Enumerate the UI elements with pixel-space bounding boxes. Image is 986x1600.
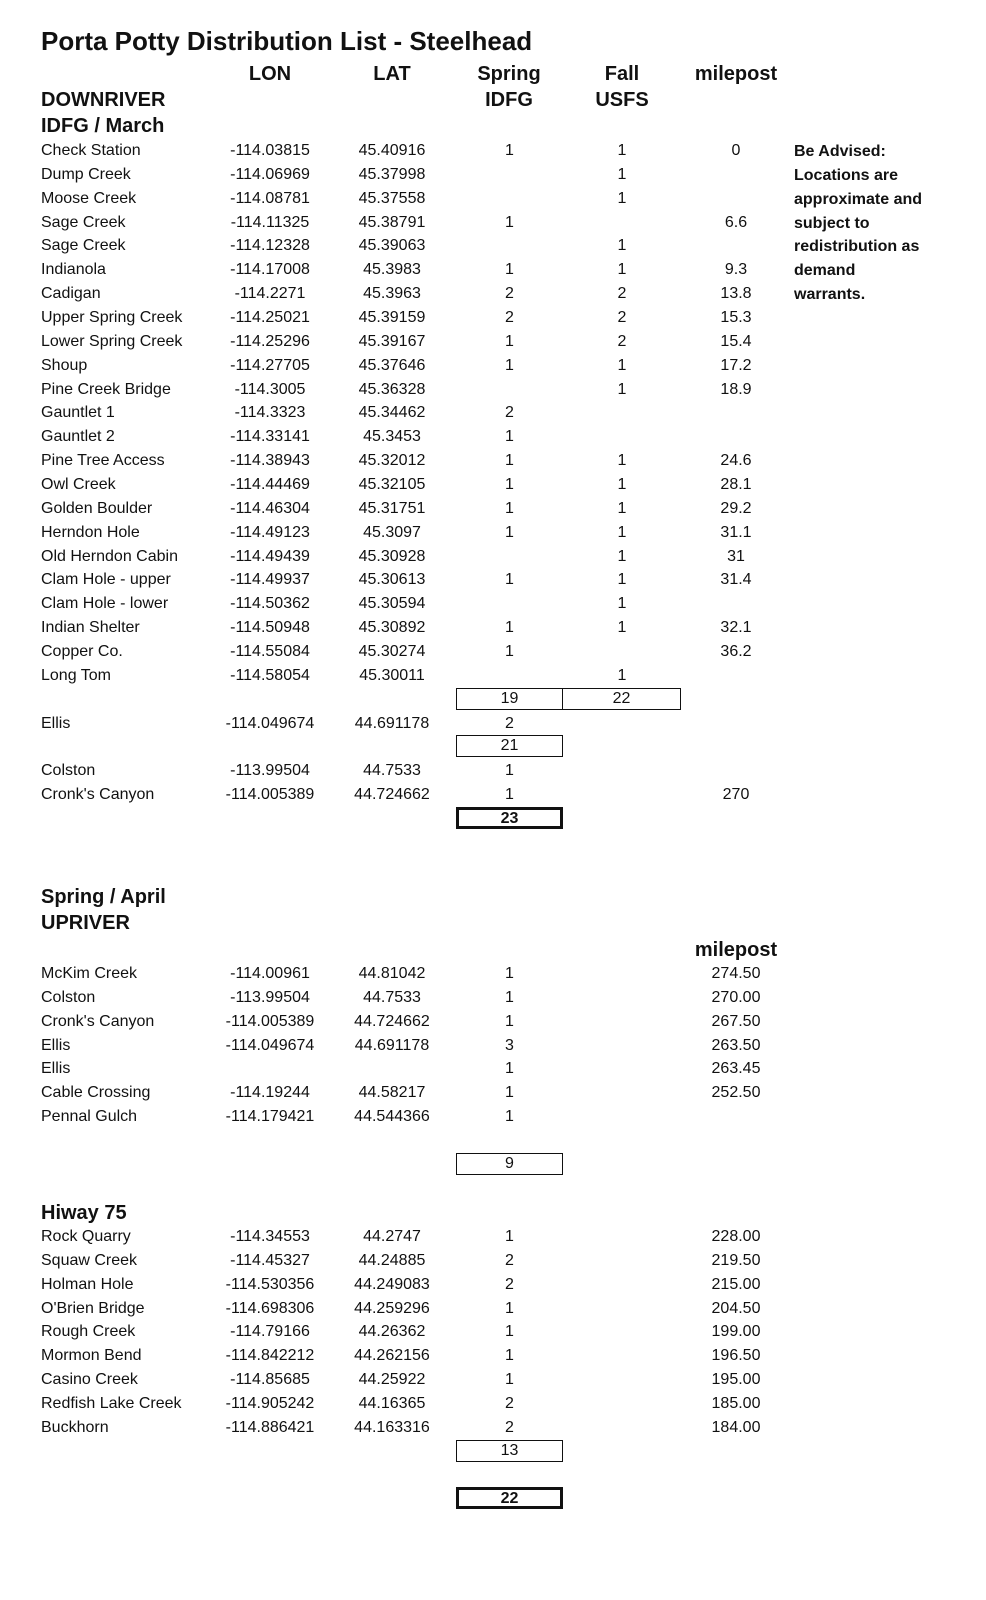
downriver-table [0,139,986,831]
latitude-cell: 44.259296 [354,1299,430,1317]
milepost-cell: 36.2 [720,643,752,661]
location-name: Indian Shelter [41,619,140,637]
latitude-cell: 44.724662 [354,786,430,804]
latitude-cell: 44.249083 [354,1275,430,1293]
milepost-cell: 15.4 [720,332,752,350]
location-name: Long Tom [41,666,111,684]
location-name: Herndon Hole [41,523,140,541]
fall-count-cell: 2 [617,285,627,303]
longitude-cell: -114.49439 [230,547,310,565]
location-name: Cadigan [41,285,101,303]
latitude-cell: 45.37558 [358,189,426,207]
total-row [0,688,986,712]
milepost-cell: 28.1 [720,476,752,494]
location-name: Indianola [41,261,106,279]
spring-count-cell: 1 [505,1347,514,1365]
milepost-cell: 215.00 [711,1275,761,1293]
fall-count-cell: 2 [617,309,627,327]
spring-total-box: 13 [456,1440,563,1462]
table-row [0,163,986,187]
latitude-cell: 44.26362 [358,1323,426,1341]
location-name: Copper Co. [41,643,123,661]
latitude-cell: 45.37998 [358,165,426,183]
table-row [0,306,986,330]
milepost-cell: 204.50 [711,1299,761,1317]
spring-total-box: 9 [456,1153,563,1175]
fall-count-cell: 1 [617,571,627,589]
location-name: Lower Spring Creek [41,332,183,350]
longitude-cell: -114.27705 [230,356,310,374]
latitude-cell: 45.39159 [358,309,426,327]
longitude-cell: -114.44469 [230,476,310,494]
longitude-cell: -113.99504 [230,762,310,780]
latitude-cell: 44.544366 [354,1108,430,1126]
location-name: Pine Creek Bridge [41,380,171,398]
table-row [0,1368,986,1392]
table-row [0,1034,986,1058]
advisory-note: Be Advised: Locations are approximate and subject to redistribution as demand warrants. [794,143,923,304]
spring-count-cell: 1 [505,523,514,541]
spring-count-cell: 1 [505,1108,514,1126]
longitude-cell: -114.38943 [230,452,310,470]
header-lat: LAT [373,63,411,85]
longitude-cell: -114.50948 [230,619,310,637]
location-name: Clam Hole - upper [41,571,171,589]
longitude-cell: -114.25021 [230,309,310,327]
table-row [0,211,986,235]
spring-count-cell: 2 [505,285,514,303]
location-name: Holman Hole [41,1275,134,1293]
spring-count-cell: 1 [505,1012,514,1030]
location-name: Moose Creek [41,189,137,207]
spring-count-cell: 1 [505,619,514,637]
location-name: Rough Creek [41,1323,136,1341]
spring-count-cell: 1 [505,571,514,589]
longitude-cell: -114.33141 [230,428,310,446]
table-row [0,640,986,664]
spring-total-box: 23 [456,807,563,829]
longitude-cell: -114.3005 [234,380,306,398]
longitude-cell: -114.179421 [225,1108,315,1126]
fall-count-cell: 1 [617,380,627,398]
fall-count-cell: 1 [617,261,627,279]
longitude-cell: -114.49937 [230,571,310,589]
spring-count-cell: 2 [505,404,514,422]
longitude-cell: -114.049674 [225,714,315,732]
latitude-cell: 44.2747 [363,1228,421,1245]
location-name: Buckhorn [41,1418,109,1436]
spring-count-cell: 2 [505,1418,514,1436]
location-name: Colston [41,762,96,780]
spring-count-cell: 1 [505,786,514,804]
section-heading-hiway-75: Hiway 75 [41,1202,127,1224]
location-name: Redfish Lake Creek [41,1395,182,1413]
latitude-cell: 44.691178 [354,1036,430,1054]
location-name: Cronk's Canyon [41,786,155,804]
milepost-cell: 31.4 [720,571,752,589]
total-row [0,1440,986,1464]
spring-count-cell: 1 [505,1084,514,1102]
longitude-cell: -114.06969 [230,165,310,183]
table-row [0,473,986,497]
section-subheading-upriver: UPRIVER [41,912,130,934]
fall-count-cell: 1 [617,476,627,494]
latitude-cell: 45.36328 [358,380,426,398]
location-name: Sage Creek [41,237,126,255]
milepost-cell: 228.00 [711,1228,761,1245]
location-name: Mormon Bend [41,1347,142,1365]
total-row [0,807,986,831]
milepost-cell: 24.6 [720,452,752,470]
fall-count-cell: 1 [617,547,627,565]
table-row [0,425,986,449]
milepost-cell: 185.00 [711,1395,761,1413]
milepost-cell: 195.00 [711,1371,761,1389]
longitude-cell: -114.34553 [230,1228,310,1245]
milepost-cell: 31 [727,547,745,565]
longitude-cell: -114.00961 [230,965,310,982]
spring-count-cell: 1 [505,261,514,279]
header-spring: Spring [477,63,541,85]
latitude-cell: 45.30613 [358,571,426,589]
spring-count-cell: 1 [505,1228,514,1245]
spring-count-cell: 2 [505,309,514,327]
longitude-cell: -114.905242 [225,1395,315,1413]
fall-count-cell: 1 [617,595,627,613]
table-row [0,616,986,640]
fall-count-cell: 1 [617,237,627,255]
longitude-cell: -114.50362 [230,595,310,613]
longitude-cell: -114.46304 [230,499,310,517]
table-row [0,1392,986,1416]
latitude-cell: 45.32105 [358,476,426,494]
spring-count-cell: 1 [505,499,514,517]
location-name: Casino Creek [41,1371,138,1389]
milepost-cell: 267.50 [711,1012,761,1030]
longitude-cell: -114.19244 [230,1084,310,1102]
location-name: O'Brien Bridge [41,1299,145,1317]
table-row [0,1010,986,1034]
longitude-cell: -114.842212 [225,1347,315,1365]
spring-count-cell: 1 [505,332,514,350]
table-row [0,712,986,736]
location-name: Squaw Creek [41,1251,138,1269]
table-row [0,234,986,258]
location-name: Check Station [41,142,141,159]
table-row [0,401,986,425]
page-title: Porta Potty Distribution List - Steelhead [41,26,533,56]
spring-count-cell: 1 [505,1299,514,1317]
fall-total-box: 22 [562,688,681,710]
section-heading-downriver: DOWNRIVER [41,89,166,111]
location-name: Pine Tree Access [41,452,165,470]
spring-count-cell: 1 [505,356,514,374]
spring-total-box: 22 [456,1487,563,1509]
table-row [0,1416,986,1440]
table-row [0,497,986,521]
spring-count-cell: 2 [505,1251,514,1269]
upriver-table [0,962,986,1177]
header-milepost-upriver: milepost [694,939,778,961]
latitude-cell: 44.262156 [354,1347,430,1365]
latitude-cell: 45.40916 [358,142,426,159]
hiway-75-table [0,1225,986,1511]
table-row [0,330,986,354]
milepost-cell: 31.1 [720,523,752,541]
longitude-cell: -114.58054 [230,666,310,684]
table-row [0,545,986,569]
table-row [0,521,986,545]
table-row [0,1081,986,1105]
latitude-cell: 44.58217 [358,1084,426,1102]
fall-count-cell: 1 [617,523,627,541]
spring-count-cell: 1 [505,428,514,446]
longitude-cell: -114.005389 [225,1012,315,1030]
spring-count-cell: 1 [505,452,514,470]
fall-count-cell: 1 [617,165,627,183]
table-row [0,282,986,306]
total-row [0,1487,986,1511]
location-name: Ellis [41,1060,71,1078]
latitude-cell: 45.3097 [363,523,421,541]
latitude-cell: 44.24885 [358,1251,426,1269]
milepost-cell: 0 [731,142,741,159]
milepost-cell: 263.50 [711,1036,761,1054]
location-name: Clam Hole - lower [41,595,169,613]
longitude-cell: -114.886421 [225,1418,315,1436]
spring-total-box: 19 [456,688,563,710]
latitude-cell: 45.3453 [363,428,421,446]
header-spring-agency: IDFG [485,89,533,111]
spring-count-cell: 3 [505,1036,514,1054]
longitude-cell: -114.08781 [230,189,310,207]
latitude-cell: 44.163316 [354,1418,430,1436]
table-row [0,1320,986,1344]
section-heading-spring-april: Spring / April [41,886,166,908]
latitude-cell: 45.3963 [363,285,421,303]
fall-count-cell: 1 [617,189,627,207]
longitude-cell: -114.3323 [234,404,306,422]
milepost-cell: 196.50 [711,1347,761,1365]
milepost-cell: 270 [722,786,750,804]
spring-count-cell: 1 [505,213,514,231]
latitude-cell: 45.37646 [358,356,426,374]
fall-count-cell: 1 [617,452,627,470]
fall-count-cell: 1 [617,499,627,517]
header-lon: LON [248,63,292,85]
milepost-cell: 29.2 [720,499,752,517]
latitude-cell: 44.16365 [358,1395,426,1413]
table-row [0,449,986,473]
table-row [0,139,986,163]
longitude-cell: -114.11325 [230,213,310,231]
latitude-cell: 44.724662 [354,1012,430,1030]
table-row [0,1297,986,1321]
latitude-cell: 45.39063 [358,237,426,255]
table-row [0,187,986,211]
table-row [0,1105,986,1129]
location-name: Rock Quarry [41,1228,131,1245]
longitude-cell: -114.25296 [230,332,310,350]
header-milepost: milepost [694,63,778,85]
latitude-cell: 45.32012 [358,452,426,470]
longitude-cell: -114.03815 [230,142,310,159]
milepost-cell: 219.50 [711,1251,761,1269]
milepost-cell: 15.3 [720,309,752,327]
latitude-cell: 44.691178 [354,714,430,732]
milepost-cell: 32.1 [720,619,752,637]
latitude-cell: 45.30011 [359,666,425,684]
location-name: Sage Creek [41,213,126,231]
longitude-cell: -114.85685 [230,1371,310,1389]
header-fall-agency: USFS [595,89,649,111]
longitude-cell: -114.79166 [230,1323,310,1341]
longitude-cell: -114.45327 [230,1251,310,1269]
total-row [0,1153,986,1177]
fall-count-cell: 1 [617,356,627,374]
table-row [0,568,986,592]
location-name: McKim Creek [41,965,138,982]
latitude-cell: 45.34462 [358,404,426,422]
longitude-cell: -114.2271 [234,285,306,303]
fall-count-cell: 2 [617,332,627,350]
latitude-cell: 44.81042 [358,965,426,982]
latitude-cell: 45.38791 [358,213,426,231]
spring-total-box: 21 [456,735,563,757]
fall-count-cell: 1 [617,142,627,159]
latitude-cell: 45.31751 [358,499,426,517]
table-row [0,1057,986,1081]
location-name: Cable Crossing [41,1084,151,1102]
latitude-cell: 45.30594 [358,595,426,613]
table-row [0,378,986,402]
fall-count-cell: 1 [617,619,627,637]
location-name: Cronk's Canyon [41,1012,155,1030]
milepost-cell: 184.00 [711,1418,761,1436]
spring-count-cell: 2 [505,1275,514,1293]
latitude-cell: 44.25922 [358,1371,426,1389]
milepost-cell: 6.6 [724,213,748,231]
location-name: Shoup [41,356,88,374]
table-row [0,759,986,783]
location-name: Upper Spring Creek [41,309,183,327]
latitude-cell: 45.30274 [358,643,426,661]
latitude-cell: 44.7533 [363,762,421,780]
longitude-cell: -114.49123 [230,523,310,541]
location-name: Ellis [41,1036,71,1054]
table-row [0,1225,986,1249]
latitude-cell: 45.30892 [358,619,426,637]
milepost-cell: 263.45 [711,1060,761,1078]
spring-count-cell: 1 [505,1371,514,1389]
location-name: Gauntlet 1 [41,404,115,422]
table-row [0,986,986,1010]
location-name: Colston [41,988,96,1006]
latitude-cell: 44.7533 [363,988,421,1006]
table-row [0,1344,986,1368]
spring-count-cell: 1 [505,1323,514,1341]
spacer-row [0,1464,986,1488]
milepost-cell: 252.50 [711,1084,761,1102]
spring-count-cell: 1 [505,965,514,982]
location-name: Golden Boulder [41,499,153,517]
milepost-cell: 9.3 [724,261,748,279]
longitude-cell: -114.698306 [225,1299,315,1317]
milepost-cell: 13.8 [720,285,752,303]
table-row [0,962,986,986]
table-row [0,258,986,282]
section-subheading-idfg-march: IDFG / March [41,115,165,137]
table-row [0,354,986,378]
table-row [0,1273,986,1297]
spring-count-cell: 1 [505,1060,514,1078]
longitude-cell: -114.530356 [225,1275,315,1293]
location-name: Pennal Gulch [41,1108,138,1126]
spring-count-cell: 1 [505,643,514,661]
milepost-cell: 270.00 [711,988,761,1006]
spring-count-cell: 2 [505,714,514,732]
milepost-cell: 199.00 [711,1323,761,1341]
spring-count-cell: 1 [505,762,514,780]
longitude-cell: -113.99504 [230,988,310,1006]
longitude-cell: -114.55084 [230,643,310,661]
spring-count-cell: 1 [505,988,514,1006]
longitude-cell: -114.12328 [230,237,310,255]
fall-count-cell: 1 [617,666,627,684]
spacer-row [0,1129,986,1153]
total-row [0,735,986,759]
longitude-cell: -114.049674 [225,1036,315,1054]
location-name: Dump Creek [41,165,131,183]
spring-count-cell: 1 [505,476,514,494]
milepost-cell: 274.50 [711,965,761,982]
milepost-cell: 17.2 [720,356,752,374]
header-fall: Fall [604,63,640,85]
milepost-cell: 18.9 [720,380,752,398]
latitude-cell: 45.30928 [358,547,426,565]
location-name: Ellis [41,714,71,732]
longitude-cell: -114.17008 [230,261,310,279]
table-row [0,592,986,616]
latitude-cell: 45.39167 [358,332,426,350]
table-row [0,664,986,688]
spring-count-cell: 1 [505,142,514,159]
spring-count-cell: 2 [505,1395,514,1413]
table-row [0,1249,986,1273]
location-name: Gauntlet 2 [41,428,115,446]
longitude-cell: -114.005389 [225,786,315,804]
latitude-cell: 45.3983 [363,261,421,279]
location-name: Owl Creek [41,476,116,494]
location-name: Old Herndon Cabin [41,547,178,565]
table-row [0,783,986,807]
